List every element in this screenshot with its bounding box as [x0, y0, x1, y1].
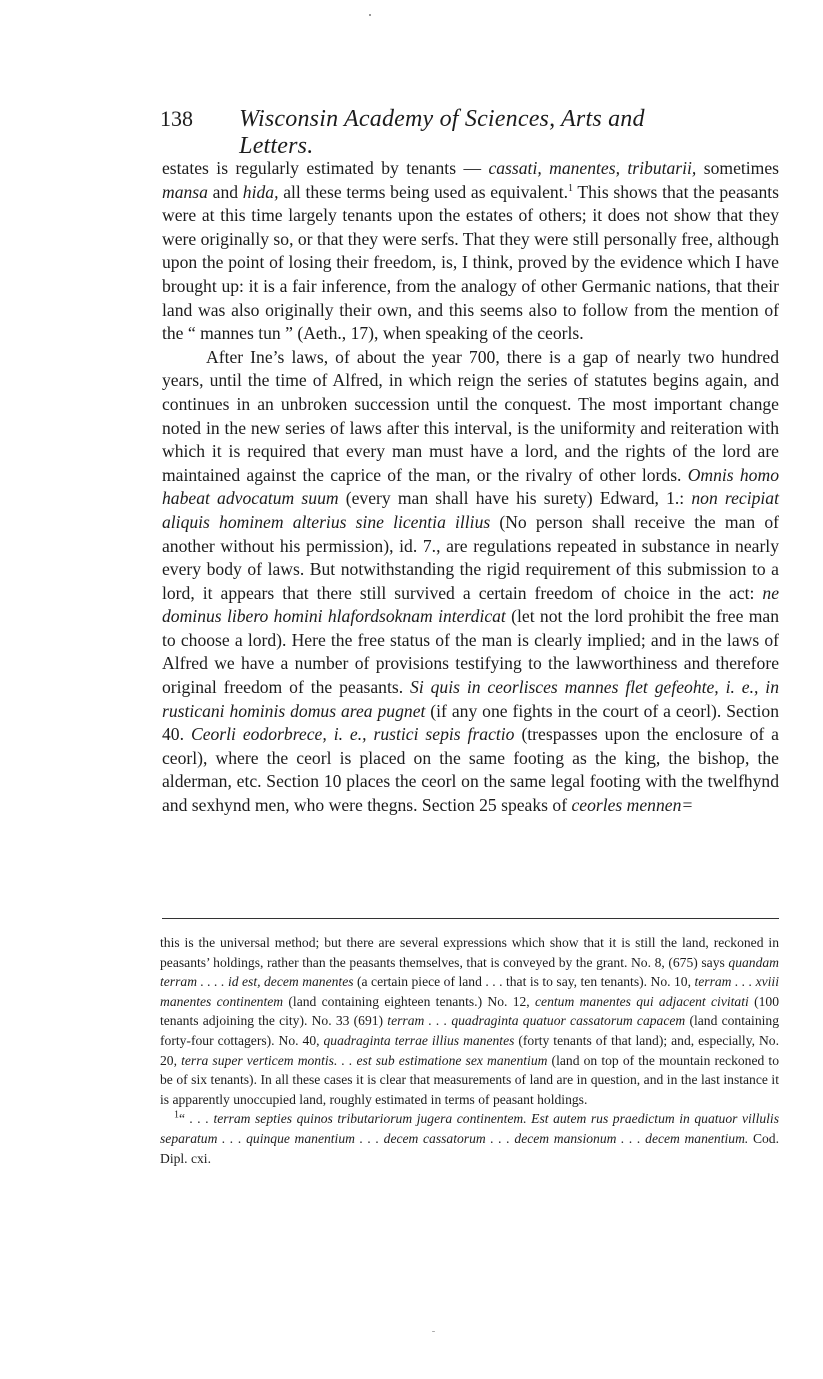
text-run: (100 tenants adjoining the city). No. 33 (691): [160, 993, 779, 1029]
italic-phrase: cassati, manentes, tributarii,: [488, 158, 697, 178]
footnote-marker: 1: [174, 1109, 179, 1121]
footnotes: [160, 933, 779, 1168]
text-run: (land containing eighteen tenants.) No. 12,: [283, 993, 536, 1009]
italic-phrase: hida,: [242, 181, 279, 202]
italic-phrase: non recipiat aliquis hominem alterius sine licentia illius: [162, 488, 779, 532]
italic-phrase: Omnis homo habeat advocatum suum: [162, 464, 779, 509]
text-run: This shows that the peasants were at this time largely tenants upon the estates of others; it does not show that they were originally so, or that they were serfs. That they were still personally free, although upon the point of losing their freedom, is, I think, proved by the evidence which I have brought up: it is a fair inference, from the analogy of other Germanic nations, that their land was also originally their own, and this seems also to follow from the mention of the “ mannes tun ” (Aeth., 17), when speaking of the ceorls.: [162, 181, 779, 344]
running-head: [160, 106, 720, 159]
italic-phrase: ceorles mennen=: [571, 795, 694, 816]
italic-phrase: quadraginta terrae illius manentes: [323, 1032, 515, 1048]
italic-phrase: Si quis in ceorlisces mannes flet gefeohte, i. e., in rusticani hominis domus area pugnet: [162, 677, 779, 721]
italic-phrase: ne dominus libero homini hlafordsoknam interdicat: [162, 582, 779, 627]
page-speck: [369, 14, 371, 16]
italic-phrase: centum manentes qui adjacent civitati: [535, 993, 749, 1009]
text-run: and: [207, 181, 243, 202]
journal-title: Wisconsin Academy of Sciences, Arts and Letters.: [239, 106, 645, 159]
italic-phrase: mansa: [162, 181, 208, 202]
text-run: this is the universal method; but there are several expressions which show that it is still the land, reckoned in peasants’ holdings, rather than the peasants themselves, that is conveyed by the grant. No. 8, (675) says: [160, 935, 779, 970]
text-run: (land containing forty-four cottagers). No. 40,: [160, 1013, 779, 1048]
italic-phrase: terram . . . quadraginta quatuor cassatorum capacem: [387, 1013, 686, 1029]
body-text: [162, 157, 779, 818]
text-run: (a certain piece of land . . . that is to say, ten tenants). No. 10,: [353, 974, 695, 990]
text-run: (forty tenants of that land); and, especially, No. 20,: [160, 1032, 779, 1068]
text-run: (land on top of the mountain reckoned to be of six tenants). In all these cases it is clear that measurements of land are in question, and in the last instance it is apparently unoccupied land, roughly estimated in terms of peasant holdings.: [160, 1052, 779, 1107]
text-run: (let not the lord prohibit the free man to choose a lord). Here the free status of the man is clearly implied; and in the laws of Alfred we have a number of provisions testifying to the lawworthiness and therefore original freedom of the peasants.: [162, 606, 779, 698]
text-run: (every man shall have his surety) Edward, 1.:: [338, 488, 692, 509]
text-run: “: [179, 1111, 190, 1127]
footnote-1: [160, 1109, 779, 1168]
text-run: (No person shall receive the man of another without his permission), id. 7., are regulations repeated in substance in nearly every body of laws. But notwithstanding the rigid requirement of this submission to a lord, it appears that there still survived a certain freedom of choice in the act:: [162, 511, 779, 603]
footnote-marker: 1: [567, 182, 573, 194]
text-run: all these terms being used as equivalent.: [278, 181, 568, 202]
footnote-divider: [162, 918, 779, 919]
text-run: After Ine’s laws, of about the year 700, there is a gap of nearly two hundred years, until the time of Alfred, in which reign the series of statutes begins again, and continues in an unbroken succession until the conquest. The most important change noted in the new series of laws after this interval, is the uniformity and reiteration with which it is required that every man must have a lord, and the rights of the lord are maintained against the caprice of the man, or the rivalry of other lords.: [162, 346, 779, 485]
text-run: sometimes: [696, 158, 779, 178]
footnote-continuation: [160, 933, 779, 1109]
italic-phrase: . . . terram septies quinos tributariorum jugera continentem. Est autem rus praedictum in quatuor villulis separatum . . . quinque manentium . . . decem cassatorum . . . decem mansionum . . . decem manentium.: [160, 1111, 779, 1146]
italic-phrase: terram . . . xviii manentes continentem: [160, 974, 779, 1009]
page-number: 138: [160, 106, 193, 131]
text-run: (if any one fights in the court of a ceorl). Section 40.: [162, 700, 779, 745]
italic-phrase: Ceorli eodorbrece, i. e., rustici sepis fractio: [190, 724, 515, 745]
text-run: estates is regularly estimated by tenants —: [162, 158, 489, 178]
page-speck: [432, 1331, 435, 1332]
text-run: (trespasses upon the enclosure of a ceorl), where the ceorl is placed on the same footing as the king, the bishop, the alderman, etc. Section 10 places the ceorl on the same legal footing with the twelfhynd and sexhynd men, who were thegns. Section 25 speaks of: [162, 724, 779, 816]
italic-phrase: terra super verticem montis. . . est sub estimatione sex manentium: [181, 1052, 548, 1068]
paragraph-2: [162, 346, 779, 818]
text-run: Cod. Dipl. cxi.: [160, 1130, 780, 1166]
italic-phrase: quandam terram . . . . id est, decem manentes: [160, 954, 779, 990]
paragraph-1: [162, 157, 779, 346]
